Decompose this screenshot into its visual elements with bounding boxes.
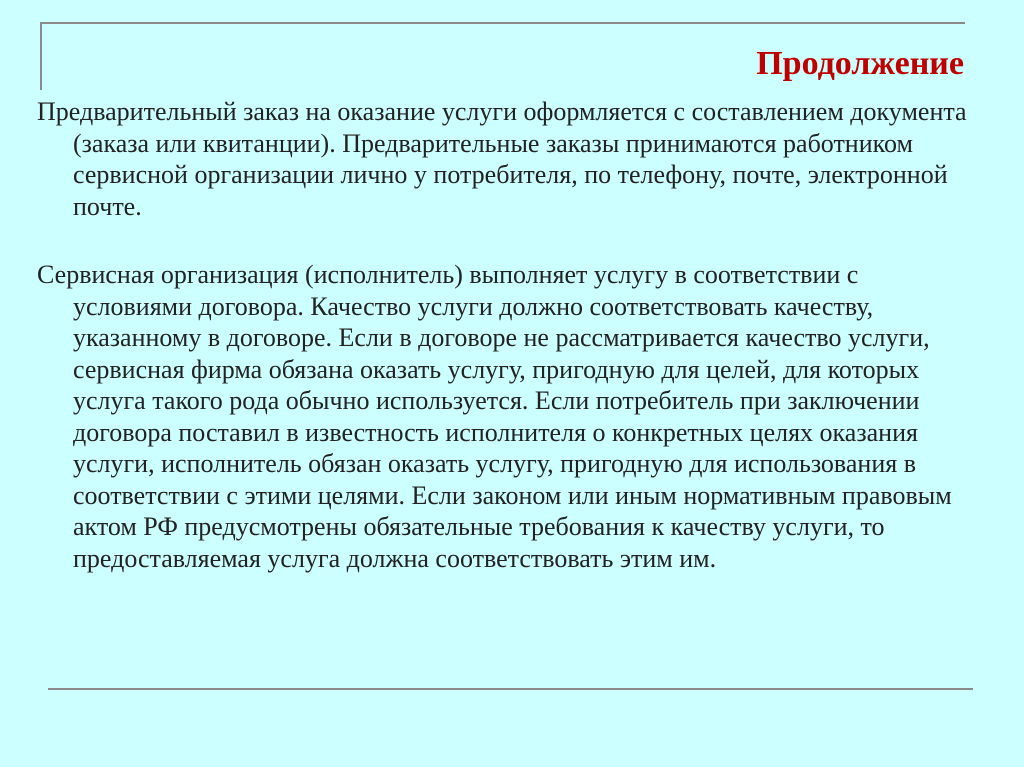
paragraph-service-quality: Сервисная организация (исполнитель) выполняет услугу в соответствии с условиями договора. Качество услуги должно соответствовать качеству, указанному в договоре. Если в договоре не рассматривается качество услуги, сервисная фирма обязана оказать услугу, пригодную для целей, для которых услуга такого рода обычно используется. Если потребитель при заключении договора поставил в известность исполнителя о конкретных целях оказания услуги, исполнитель обязан оказать услугу, пригодную для использования в соответствии с этими целями. Если законом или иным нормативным правовым актом РФ предусмотрены обязательные требования к качеству услуги, то предоставляемая услуга должна соответствовать этим им. [37, 260, 952, 573]
left-divider [40, 22, 42, 90]
paragraph-preliminary-order: Предварительный заказ на оказание услуги оформляется с составлением документа (заказа или квитанции). Предварительные заказы принимаются работником сервисной организации лично у потребителя, по телефону, почте, электронной почте. [37, 97, 967, 221]
slide-title: Продолжение [756, 45, 964, 82]
bottom-divider [48, 688, 973, 690]
top-divider [40, 22, 965, 24]
slide-body [37, 96, 982, 574]
